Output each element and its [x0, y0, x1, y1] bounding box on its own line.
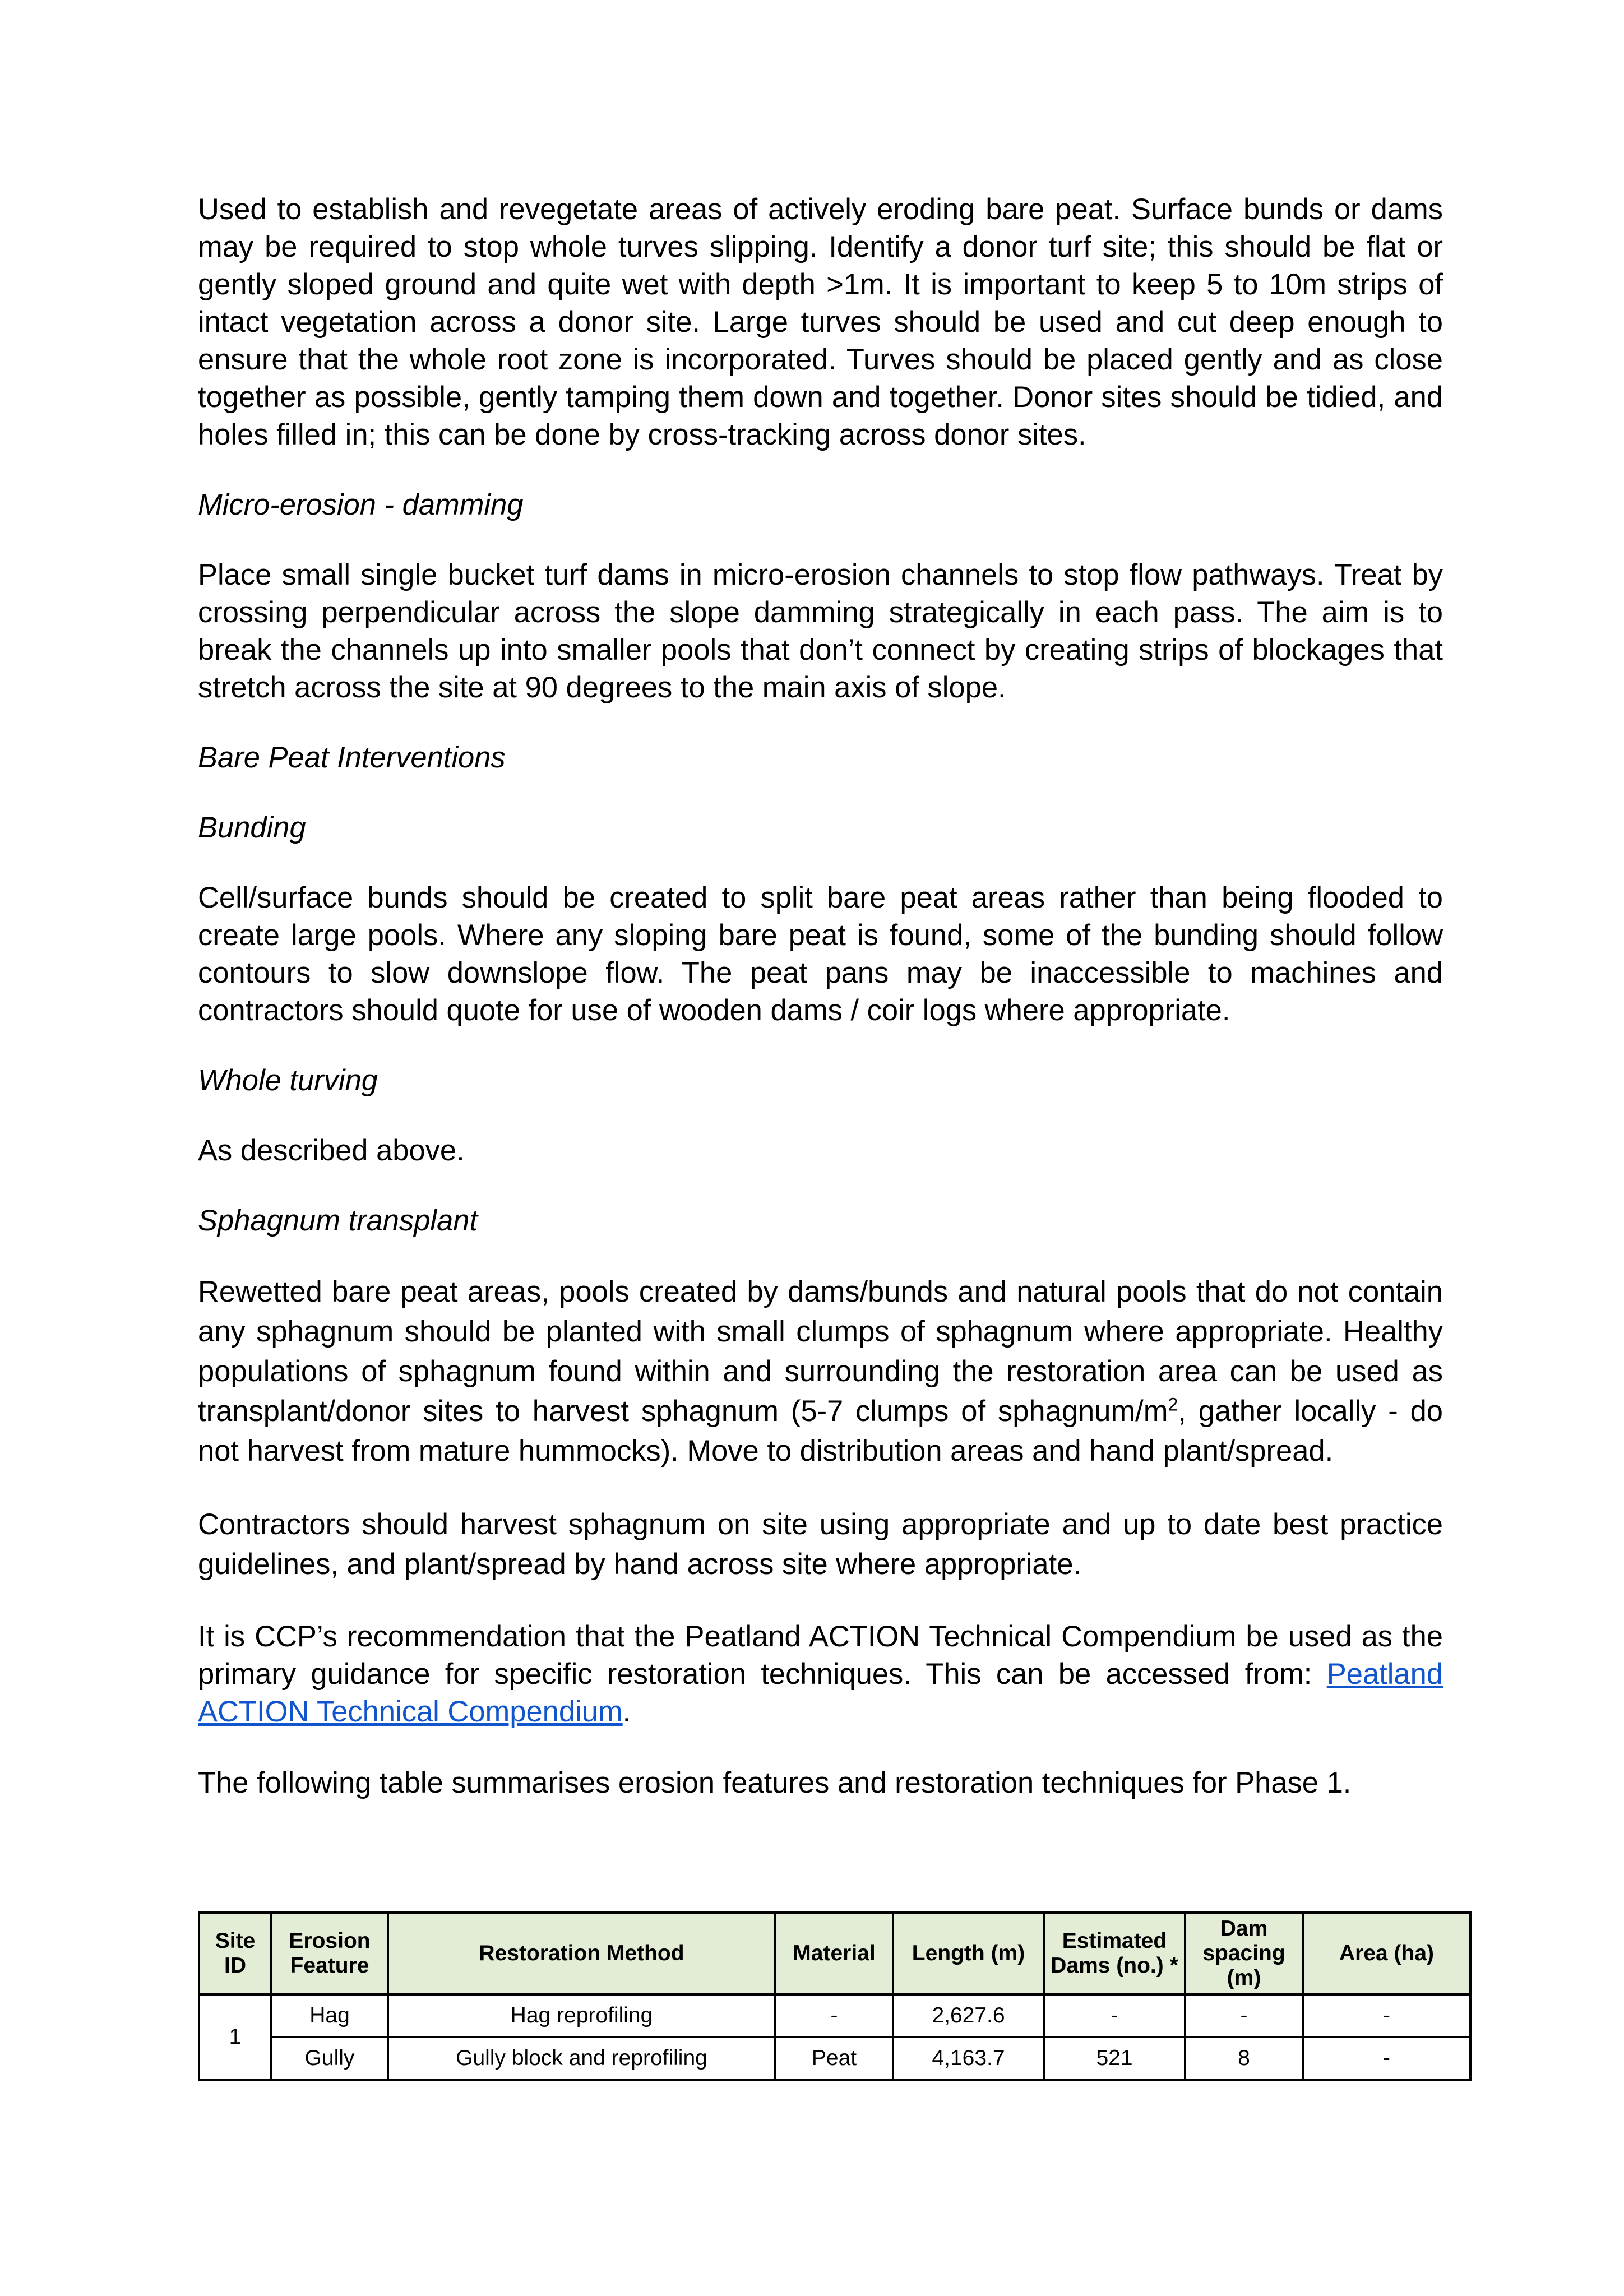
micro-erosion-paragraph: Place small single bucket turf dams in micro-erosion channels to stop flow pathways. Treat by crossing perpendicular across the slope damming strategically in each pass. The aim is to break the channels up into smaller pools that don’t connect by creating strips of blockages that stretch across the site at 90 degrees to the main axis of slope. [198, 558, 1443, 704]
ccp-period: . [622, 1695, 631, 1728]
cell-material: Peat [775, 2037, 893, 2080]
header-estimated-dams: Estimated Dams (no.) * [1044, 1913, 1185, 1994]
header-erosion-feature: Erosion Feature [271, 1913, 388, 1994]
header-material: Material [775, 1913, 893, 1994]
header-restoration-method: Restoration Method [388, 1913, 775, 1994]
document-body [198, 191, 1443, 1802]
cell-dam-spacing: 8 [1185, 2037, 1303, 2080]
cell-estimated-dams: - [1044, 1994, 1185, 2037]
heading-whole-turving: Whole turving [198, 1064, 378, 1097]
heading-sphagnum-transplant: Sphagnum transplant [198, 1204, 478, 1237]
table-row [199, 1994, 1470, 2037]
table-header-row [199, 1913, 1470, 1994]
intro-paragraph: Used to establish and revegetate areas of actively eroding bare peat. Surface bunds or dams may be required to stop whole turves slipping. Identify a donor turf site; this should be flat or gently sloped ground and quite wet with depth >1m. It is important to keep 5 to 10m strips of intact vegetation across a donor site. Large turves should be used and cut deep enough to ensure that the whole root zone is incorporated. Turves should be placed gently and as close together as possible, gently tamping them down and together. Donor sites should be tidied, and holes filled in; this can be done by cross-tracking across donor sites. [198, 193, 1443, 451]
sphagnum-text-1: Rewetted bare peat areas, pools created by dams/bunds and natural pools that do not contain any sphagnum should be planted with small clumps of sphagnum where appropriate. Healthy populations of sphagnum found within and surrounding the restoration area can be used as transplant/donor sites to harvest sphagnum (5-7 clumps of sphagnum/m [198, 1275, 1443, 1428]
heading-bunding: Bunding [198, 811, 306, 844]
superscript-2: 2 [1168, 1394, 1178, 1415]
erosion-features-table [198, 1911, 1472, 2081]
cell-erosion-feature: Hag [271, 1994, 388, 2037]
cell-restoration-method: Hag reprofiling [388, 1994, 775, 2037]
cell-length: 2,627.6 [893, 1994, 1044, 2037]
header-site-id: Site ID [199, 1913, 271, 1994]
sphagnum-paragraph [198, 1272, 1443, 1471]
cell-erosion-feature: Gully [271, 2037, 388, 2080]
header-length: Length (m) [893, 1913, 1044, 1994]
table-intro-paragraph: The following table summarises erosion features and restoration techniques for Phase 1. [198, 1766, 1352, 1799]
cell-dam-spacing: - [1185, 1994, 1303, 2037]
cell-estimated-dams: 521 [1044, 2037, 1185, 2080]
heading-bare-peat-interventions: Bare Peat Interventions [198, 741, 506, 774]
contractors-paragraph: Contractors should harvest sphagnum on site using appropriate and up to date best practice guidelines, and plant/spread by hand across site where appropriate. [198, 1508, 1443, 1581]
cell-length: 4,163.7 [893, 2037, 1044, 2080]
header-area: Area (ha) [1303, 1913, 1470, 1994]
sphagnum-text-2: , gather locally - do not harvest from mature hummocks). Move to distribution areas and hand plant/spread. [198, 1395, 1443, 1468]
heading-micro-erosion: Micro-erosion - damming [198, 488, 524, 521]
cell-material: - [775, 1994, 893, 2037]
bunding-paragraph: Cell/surface bunds should be created to split bare peat areas rather than being flooded to create large pools. Where any sloping bare peat is found, some of the bunding should follow contours to slow downslope flow. The peat pans may be inaccessible to machines and contractors should quote for use of wooden dams / coir logs where appropriate. [198, 881, 1443, 1027]
ccp-text: It is CCP’s recommendation that the Peatland ACTION Technical Compendium be used as the primary guidance for specific restoration techniques. This can be accessed from: [198, 1620, 1443, 1691]
cell-restoration-method: Gully block and reprofiling [388, 2037, 775, 2080]
cell-area: - [1303, 2037, 1470, 2080]
cell-area: - [1303, 1994, 1470, 2037]
table-row [199, 2037, 1470, 2080]
cell-site-id: 1 [199, 1994, 271, 2080]
header-dam-spacing: Dam spacing (m) [1185, 1913, 1303, 1994]
ccp-recommendation-paragraph [198, 1618, 1443, 1730]
whole-turving-paragraph: As described above. [198, 1134, 465, 1167]
technical-compendium-link[interactable]: Peatland ACTION Technical Compendium [198, 1658, 1443, 1728]
